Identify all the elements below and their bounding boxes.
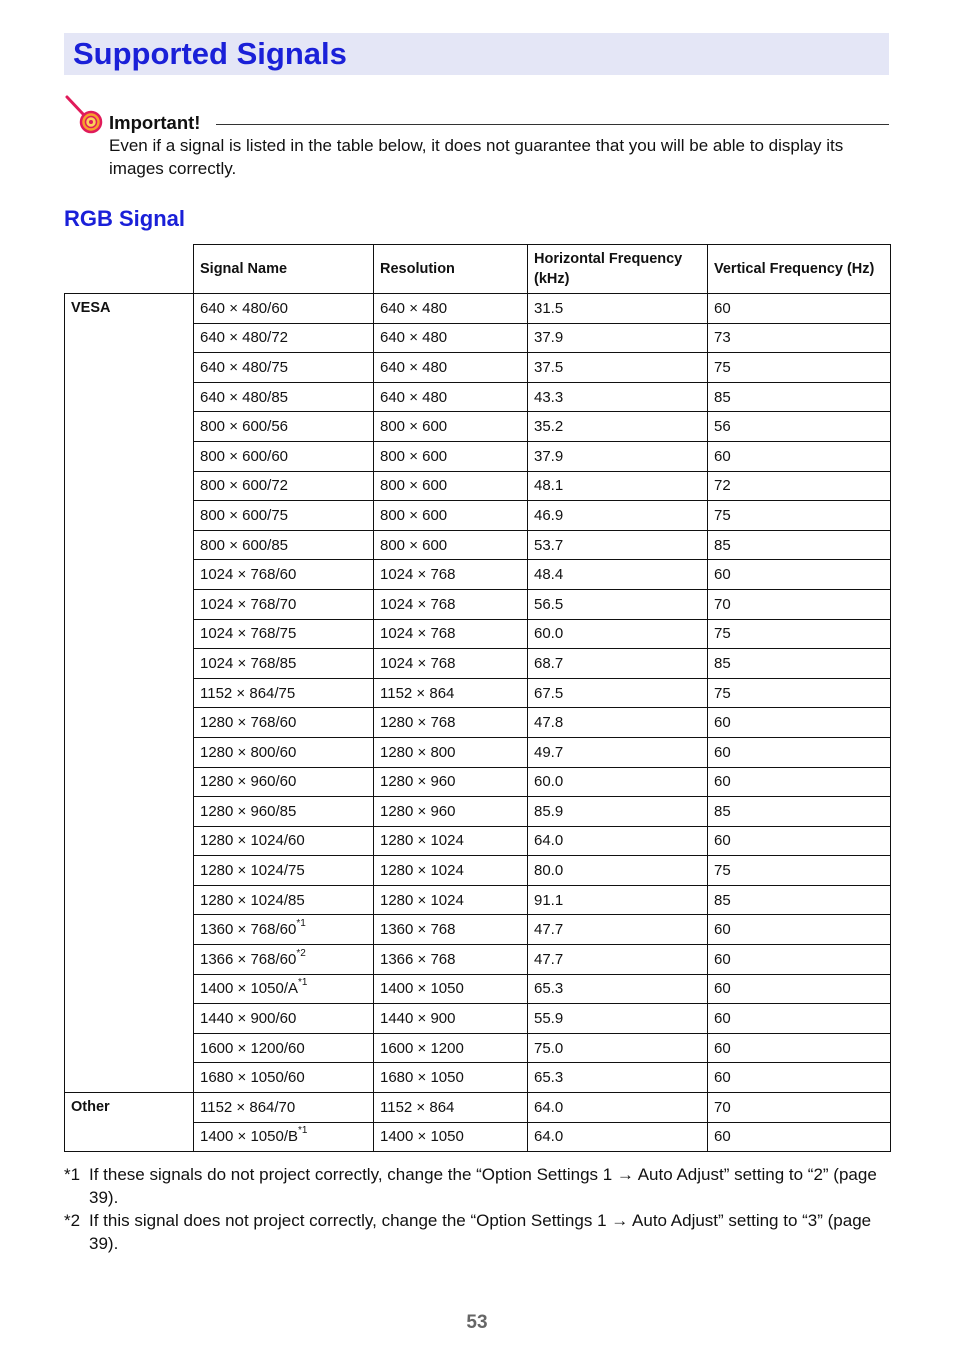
- vertical-frequency-cell: 75: [708, 856, 891, 886]
- horizontal-frequency-cell: 60.0: [528, 619, 708, 649]
- signal-name: 640 × 480/85: [200, 388, 289, 406]
- group-label-cell: VESA: [65, 294, 194, 1093]
- vertical-frequency-cell: 60: [708, 826, 891, 856]
- horizontal-frequency-cell: 91.1: [528, 885, 708, 915]
- signal-name-cell: [194, 678, 374, 708]
- resolution-cell: 1024 × 768: [374, 560, 528, 590]
- signal-name: 1400 × 1050/A: [200, 980, 299, 998]
- resolution-cell: 1280 × 768: [374, 708, 528, 738]
- group-label-cell: Other: [65, 1093, 194, 1152]
- header-blank-cell: [65, 245, 194, 294]
- resolution-cell: 1360 × 768: [374, 915, 528, 945]
- signal-name: 640 × 480/72: [200, 329, 289, 347]
- horizontal-frequency-cell: 37.9: [528, 441, 708, 471]
- vertical-frequency-cell: 60: [708, 1004, 891, 1034]
- footnote-ref: *1: [298, 1125, 308, 1137]
- important-text: Even if a signal is listed in the table below, it does not guarantee that you will be able to display its images correctly.: [109, 136, 844, 178]
- footnote-mark: *1: [64, 1165, 81, 1184]
- vertical-frequency-cell: 70: [708, 1093, 891, 1123]
- signal-name-cell: [194, 323, 374, 353]
- signal-name-cell: [194, 501, 374, 531]
- signal-name-cell: [194, 826, 374, 856]
- horizontal-frequency-cell: 75.0: [528, 1033, 708, 1063]
- signal-name-cell: [194, 530, 374, 560]
- vertical-frequency-cell: 60: [708, 1122, 891, 1152]
- signal-name: 1440 × 900/60: [200, 1010, 297, 1028]
- vertical-frequency-cell: 75: [708, 353, 891, 383]
- resolution-cell: 800 × 600: [374, 501, 528, 531]
- resolution-cell: 1400 × 1050: [374, 974, 528, 1004]
- signal-name-cell: [194, 915, 374, 945]
- vertical-frequency-cell: 60: [708, 1033, 891, 1063]
- horizontal-frequency-cell: 35.2: [528, 412, 708, 442]
- vertical-frequency-cell: 85: [708, 530, 891, 560]
- horizontal-frequency-cell: 60.0: [528, 767, 708, 797]
- horizontal-frequency-cell: 48.4: [528, 560, 708, 590]
- resolution-cell: 1024 × 768: [374, 619, 528, 649]
- signal-name: 1360 × 768/60: [200, 921, 297, 939]
- footnotes: [64, 1163, 896, 1255]
- signal-name-cell: [194, 737, 374, 767]
- footnote-ref: *2: [296, 947, 306, 959]
- footnote-text: If these signals do not project correctly, change the “Option Settings 1 → Auto Adjust” setting to “2” (page 39).: [89, 1165, 877, 1207]
- signal-name-cell: [194, 382, 374, 412]
- horizontal-frequency-cell: 31.5: [528, 294, 708, 324]
- signal-name: 1680 × 1050/60: [200, 1069, 305, 1087]
- page-title: Supported Signals: [73, 36, 347, 71]
- signal-name-cell: [194, 619, 374, 649]
- signal-name: 1280 × 1024/85: [200, 891, 305, 909]
- footnote-text: If this signal does not project correctly, change the “Option Settings 1 → Auto Adjust” setting to “3” (page 39).: [89, 1211, 872, 1253]
- resolution-cell: 1680 × 1050: [374, 1063, 528, 1093]
- resolution-cell: 1280 × 1024: [374, 856, 528, 886]
- horizontal-frequency-cell: 64.0: [528, 826, 708, 856]
- horizontal-frequency-cell: 37.9: [528, 323, 708, 353]
- horizontal-frequency-cell: 68.7: [528, 649, 708, 679]
- signal-name-cell: [194, 974, 374, 1004]
- signal-name: 1280 × 960/85: [200, 802, 297, 820]
- signal-name: 800 × 600/56: [200, 418, 289, 436]
- signal-name: 1280 × 1024/60: [200, 832, 305, 850]
- signal-name-cell: [194, 560, 374, 590]
- signal-name-cell: [194, 471, 374, 501]
- horizontal-frequency-cell: 43.3: [528, 382, 708, 412]
- horizontal-frequency-cell: 53.7: [528, 530, 708, 560]
- signal-name-cell: [194, 412, 374, 442]
- resolution-cell: 640 × 480: [374, 382, 528, 412]
- horizontal-frequency-cell: 48.1: [528, 471, 708, 501]
- important-divider: [216, 124, 889, 125]
- vertical-frequency-cell: 60: [708, 441, 891, 471]
- vertical-frequency-cell: 75: [708, 678, 891, 708]
- resolution-cell: 1600 × 1200: [374, 1033, 528, 1063]
- resolution-cell: 640 × 480: [374, 353, 528, 383]
- horizontal-frequency-cell: 67.5: [528, 678, 708, 708]
- signal-name-cell: [194, 1033, 374, 1063]
- page-title-bar: [64, 33, 889, 75]
- important-heading: Important!: [109, 112, 201, 133]
- resolution-cell: 1280 × 1024: [374, 885, 528, 915]
- footnote-ref: *1: [296, 918, 306, 930]
- header-signal-name: Signal Name: [194, 245, 374, 294]
- signal-name: 640 × 480/60: [200, 299, 289, 317]
- signal-name: 1280 × 1024/75: [200, 862, 305, 880]
- signal-name: 1366 × 768/60: [200, 950, 297, 968]
- table-row: [65, 294, 891, 324]
- signal-name: 1024 × 768/60: [200, 566, 297, 584]
- resolution-cell: 1280 × 960: [374, 797, 528, 827]
- signal-name-cell: [194, 649, 374, 679]
- signal-name-cell: [194, 294, 374, 324]
- horizontal-frequency-cell: 46.9: [528, 501, 708, 531]
- vertical-frequency-cell: 56: [708, 412, 891, 442]
- vertical-frequency-cell: 60: [708, 974, 891, 1004]
- signal-name-cell: [194, 441, 374, 471]
- vertical-frequency-cell: 85: [708, 885, 891, 915]
- signal-name-cell: [194, 1063, 374, 1093]
- vertical-frequency-cell: 60: [708, 294, 891, 324]
- vertical-frequency-cell: 60: [708, 915, 891, 945]
- signal-name-cell: [194, 1093, 374, 1123]
- signal-name: 1024 × 768/70: [200, 595, 297, 613]
- resolution-cell: 800 × 600: [374, 441, 528, 471]
- signal-name-cell: [194, 1004, 374, 1034]
- resolution-cell: 640 × 480: [374, 323, 528, 353]
- vertical-frequency-cell: 60: [708, 945, 891, 975]
- resolution-cell: 1280 × 960: [374, 767, 528, 797]
- signal-name: 800 × 600/85: [200, 536, 289, 554]
- vertical-frequency-cell: 72: [708, 471, 891, 501]
- vertical-frequency-cell: 75: [708, 619, 891, 649]
- signal-name: 1280 × 960/60: [200, 773, 297, 791]
- signal-name-cell: [194, 885, 374, 915]
- vertical-frequency-cell: 60: [708, 1063, 891, 1093]
- footnote: [64, 1163, 896, 1209]
- resolution-cell: 1024 × 768: [374, 589, 528, 619]
- horizontal-frequency-cell: 37.5: [528, 353, 708, 383]
- signal-name: 1400 × 1050/B: [200, 1128, 299, 1146]
- table-row: [65, 1093, 891, 1123]
- resolution-cell: 800 × 600: [374, 471, 528, 501]
- signal-name: 800 × 600/75: [200, 506, 289, 524]
- vertical-frequency-cell: 85: [708, 382, 891, 412]
- signal-name: 1024 × 768/85: [200, 654, 297, 672]
- resolution-cell: 1280 × 1024: [374, 826, 528, 856]
- table-body: [65, 294, 891, 1152]
- resolution-cell: 1024 × 768: [374, 649, 528, 679]
- resolution-cell: 1280 × 800: [374, 737, 528, 767]
- vertical-frequency-cell: 85: [708, 797, 891, 827]
- footnote-mark: *2: [64, 1211, 81, 1230]
- signal-name: 1152 × 864/70: [200, 1098, 296, 1116]
- signal-name: 800 × 600/60: [200, 447, 289, 465]
- vertical-frequency-cell: 60: [708, 737, 891, 767]
- vertical-frequency-cell: 75: [708, 501, 891, 531]
- vertical-frequency-cell: 60: [708, 708, 891, 738]
- table-header-row: [65, 245, 891, 294]
- vertical-frequency-cell: 60: [708, 560, 891, 590]
- resolution-cell: 1400 × 1050: [374, 1122, 528, 1152]
- horizontal-frequency-cell: 85.9: [528, 797, 708, 827]
- horizontal-frequency-cell: 65.3: [528, 1063, 708, 1093]
- signal-name: 1280 × 800/60: [200, 743, 297, 761]
- vertical-frequency-cell: 85: [708, 649, 891, 679]
- resolution-cell: 1152 × 864: [374, 1093, 528, 1123]
- page-number: 53: [466, 1312, 488, 1333]
- signal-name-cell: [194, 945, 374, 975]
- signal-name: 1280 × 768/60: [200, 714, 297, 732]
- resolution-cell: 1366 × 768: [374, 945, 528, 975]
- section-heading: RGB Signal: [64, 206, 186, 231]
- header-vertical-frequency: Vertical Frequency (Hz): [708, 245, 891, 294]
- header-resolution: Resolution: [374, 245, 528, 294]
- horizontal-frequency-cell: 56.5: [528, 589, 708, 619]
- horizontal-frequency-cell: 80.0: [528, 856, 708, 886]
- footnote-ref: *1: [298, 977, 308, 989]
- horizontal-frequency-cell: 64.0: [528, 1122, 708, 1152]
- horizontal-frequency-cell: 47.7: [528, 915, 708, 945]
- footnote: [64, 1209, 896, 1255]
- resolution-cell: 800 × 600: [374, 530, 528, 560]
- resolution-cell: 1440 × 900: [374, 1004, 528, 1034]
- signal-name-cell: [194, 353, 374, 383]
- resolution-cell: 640 × 480: [374, 294, 528, 324]
- resolution-cell: 1152 × 864: [374, 678, 528, 708]
- signal-name-cell: [194, 856, 374, 886]
- vertical-frequency-cell: 73: [708, 323, 891, 353]
- horizontal-frequency-cell: 65.3: [528, 974, 708, 1004]
- horizontal-frequency-cell: 64.0: [528, 1093, 708, 1123]
- signal-name-cell: [194, 1122, 374, 1152]
- signal-name: 800 × 600/72: [200, 477, 289, 495]
- signal-name-cell: [194, 767, 374, 797]
- header-horizontal-frequency: Horizontal Frequency (kHz): [528, 245, 708, 294]
- signal-name: 1152 × 864/75: [200, 684, 296, 702]
- signal-name: 640 × 480/75: [200, 358, 289, 376]
- signal-name: 1024 × 768/75: [200, 625, 297, 643]
- signal-table: [64, 244, 891, 1152]
- signal-name-cell: [194, 589, 374, 619]
- horizontal-frequency-cell: 55.9: [528, 1004, 708, 1034]
- vertical-frequency-cell: 60: [708, 767, 891, 797]
- signal-name: 1600 × 1200/60: [200, 1039, 305, 1057]
- horizontal-frequency-cell: 49.7: [528, 737, 708, 767]
- important-pin-icon: [64, 94, 106, 136]
- signal-name-cell: [194, 708, 374, 738]
- horizontal-frequency-cell: 47.7: [528, 945, 708, 975]
- vertical-frequency-cell: 70: [708, 589, 891, 619]
- horizontal-frequency-cell: 47.8: [528, 708, 708, 738]
- resolution-cell: 800 × 600: [374, 412, 528, 442]
- signal-name-cell: [194, 797, 374, 827]
